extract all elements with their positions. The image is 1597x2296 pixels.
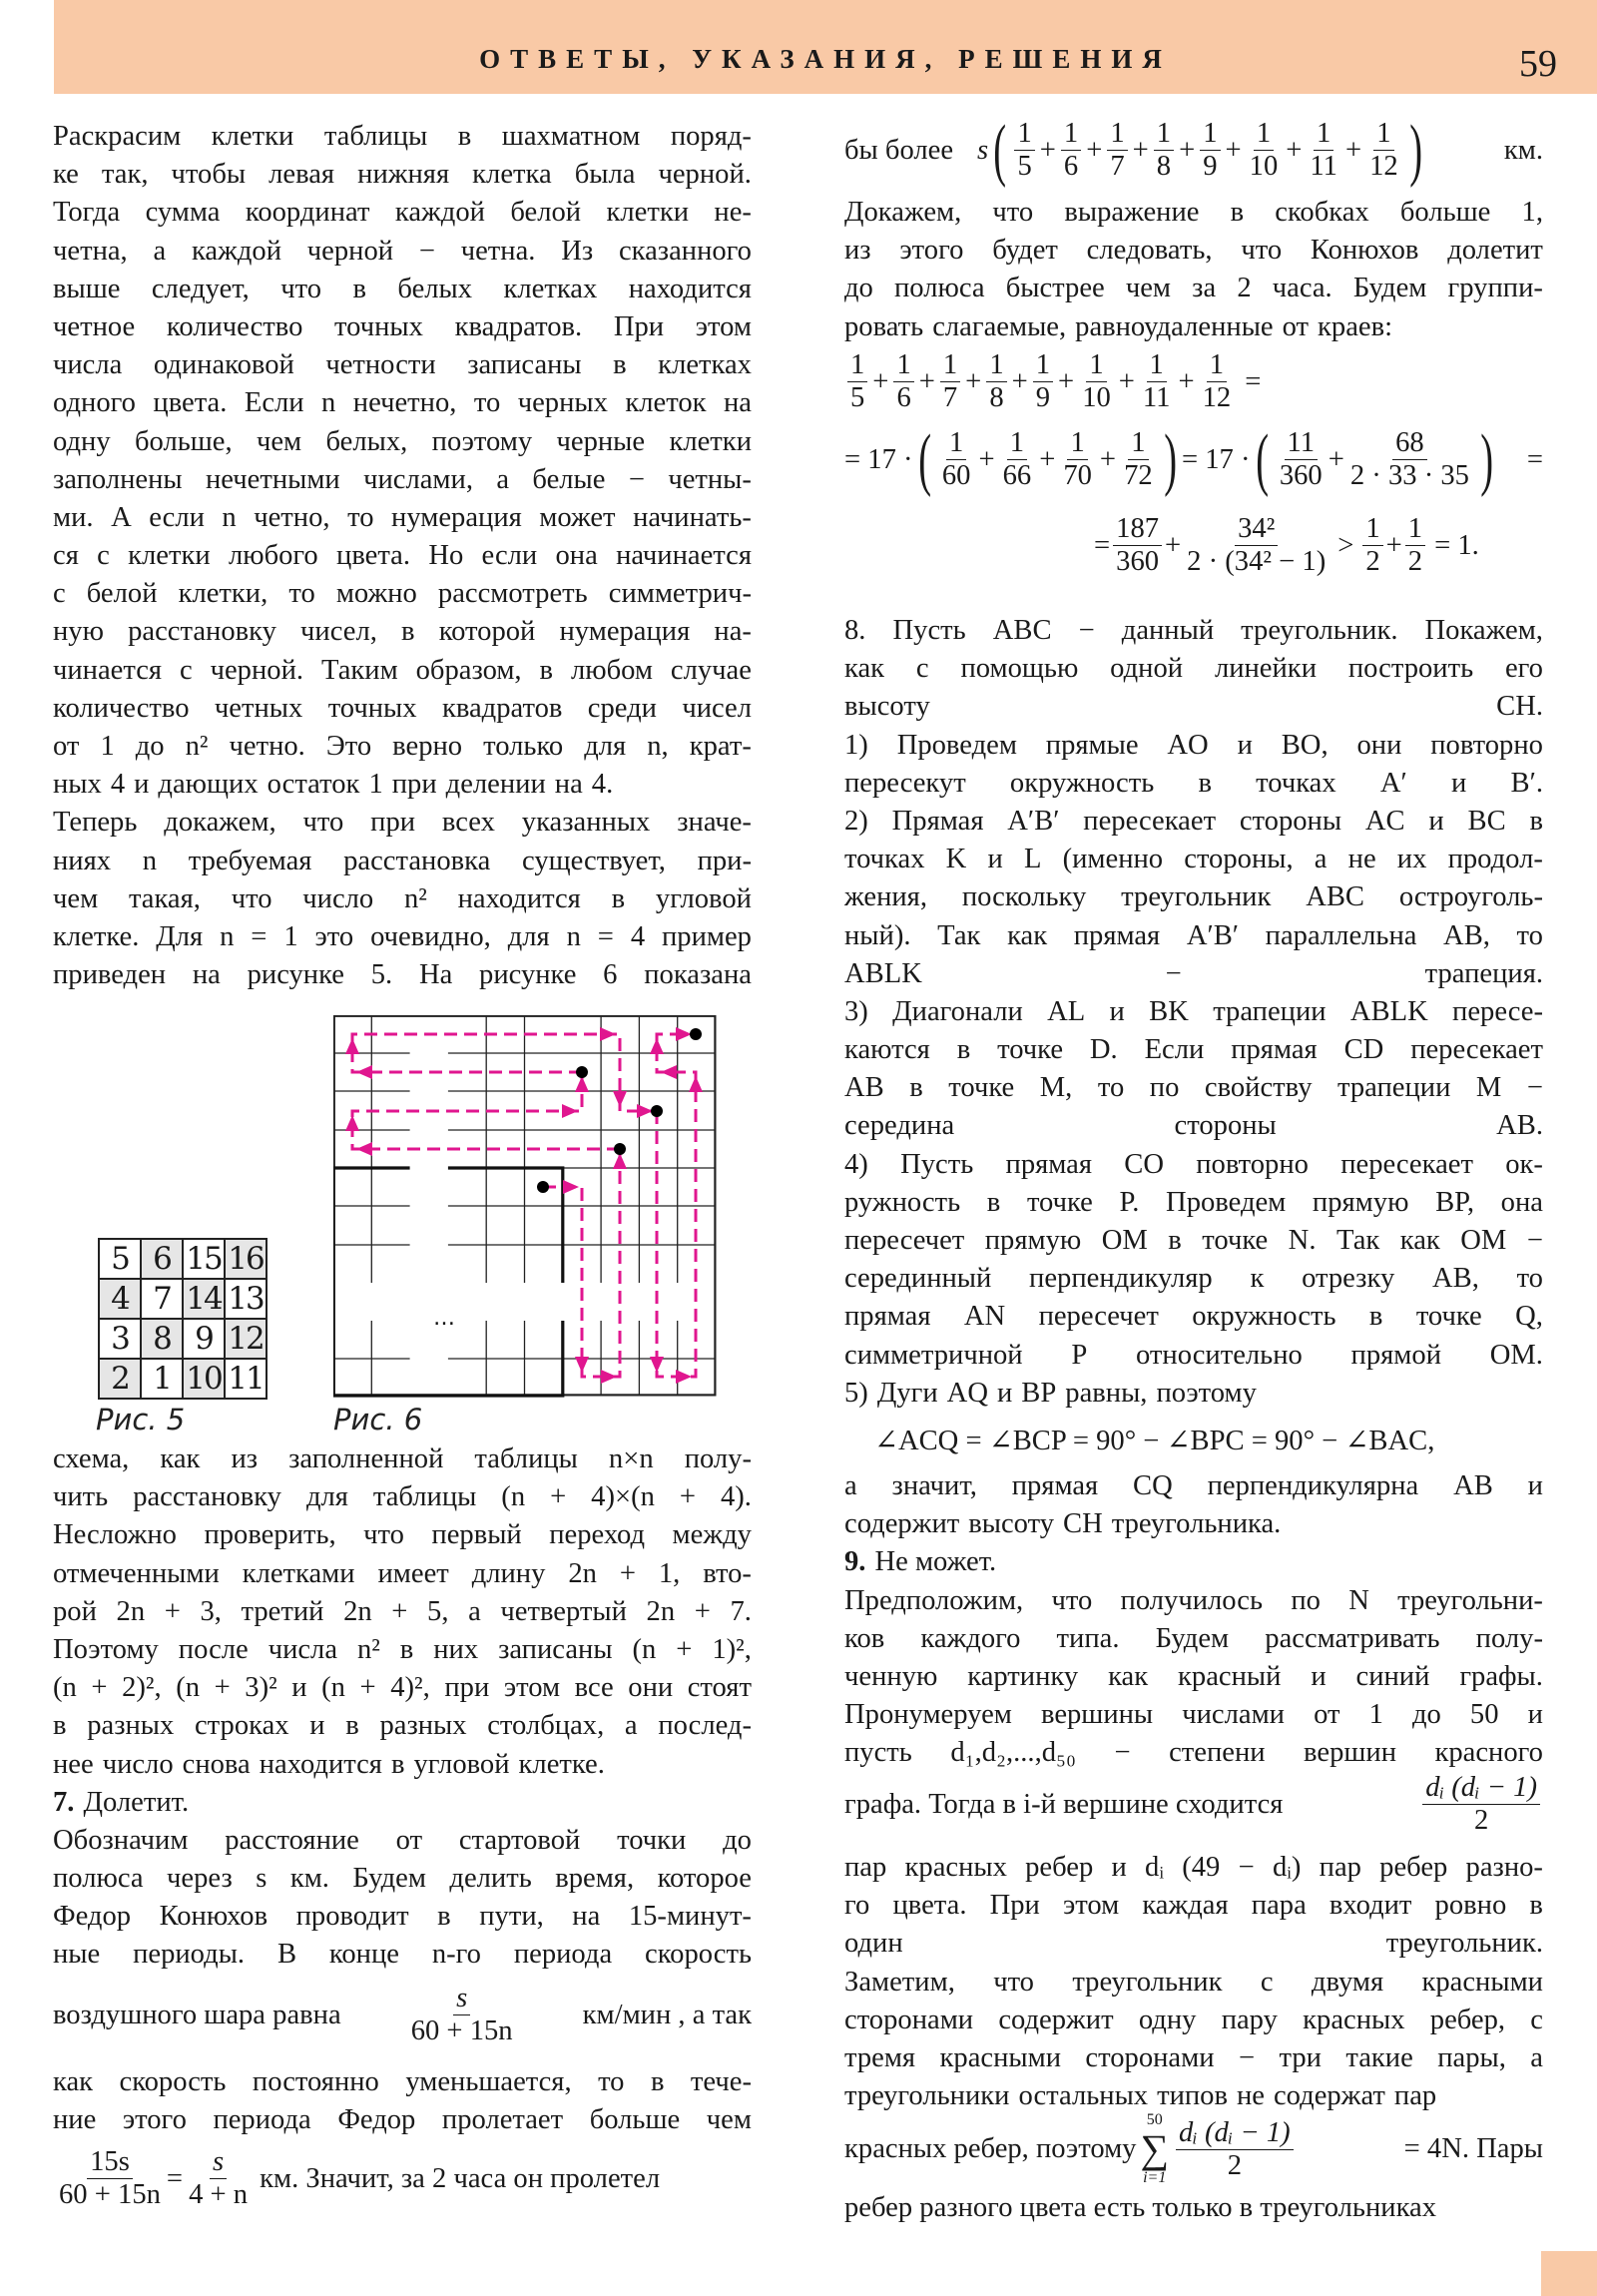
text-line: 8. Пусть ABC − данный треугольник. Покажем,	[844, 615, 1543, 646]
text-line: одного цвета. Если n нечетно, то черных клеток на	[53, 387, 752, 419]
text-line: пересекут окружность в точках A′ и B′.	[844, 767, 1543, 799]
text-line: четное количество точных квадратов. При этом	[53, 310, 752, 342]
eq-line-2: = 17 · ( $\frac{1}{60}$ + $\frac{1}{66}$ + $\frac{1}{70}$ + $\frac{1}{72}$ ) = 17 · ( $\frac{11}{360}$ + $\frac{68}{2 \cdot 33 \cdot 35}$ ) =	[844, 420, 1543, 498]
text-line: в разных строках и в разных столбцах, а послед-	[53, 1710, 752, 1742]
inner-block-border	[333, 1168, 563, 1396]
text-line: ный). Так как прямая A′B′ параллельна AB, то	[844, 919, 1543, 951]
text-line: 2) Прямая A′B′ пересекает стороны AC и BC в	[844, 805, 1543, 837]
problem-9-answer: Не может.	[874, 1546, 997, 1578]
text-line: как скорость постоянно уменьшается, то в тече-	[53, 2066, 752, 2097]
text-line: AB в точке M, то по свойству трапеции M −	[844, 1072, 1543, 1104]
distance-suffix: км. Значит, за 2 часа он пролетел	[260, 2162, 661, 2194]
page-number: 59	[1519, 43, 1557, 85]
text-line: приведен на рисунке 5. На рисунке 6 показана	[53, 959, 752, 991]
fraction: $\frac{1}{72}$	[1124, 427, 1153, 491]
text-line: один треугольник.	[844, 1928, 1543, 1960]
sum-expression-line: бы более s ( $\frac{1}{5}$ + $\frac{1}{6}$ + $\frac{1}{7}$ + $\frac{1}{8}$ + $\frac{1}{9}$ + $\frac{1}{10}$ + $\frac{1}{11}$ + $\frac{1}{12}$ ) км.	[844, 111, 1543, 189]
text-line: Предположим, что получилось по N треугольни-	[844, 1584, 1543, 1616]
text-line: жения, поскольку треугольник ABC остроуголь-	[844, 881, 1543, 913]
text-line: каются в точке D. Если прямая CD пересекает	[844, 1034, 1543, 1066]
fraction: $\frac{1}{7}$	[1107, 118, 1127, 183]
left-column-p7-cont	[53, 2063, 752, 2139]
text-line: ченную картинку как красный и синий графы.	[844, 1660, 1543, 1692]
figure-6-diagram	[333, 1015, 719, 1399]
speed-suffix: км/мин , а так	[582, 1999, 752, 2030]
harmonic-fractions: $\frac{1}{5}$ + $\frac{1}{6}$ + $\frac{1}{7}$ + $\frac{1}{8}$ + $\frac{1}{9}$ + $\frac{1}{10}$ + $\frac{1}{11}$ + $\frac{1}{12}$	[1011, 118, 1403, 183]
fraction: $\frac{1}{60}$	[941, 427, 971, 491]
text-line: 1) Проведем прямые AO и BO, они повторно	[844, 729, 1543, 761]
distance-formula-line: $\frac{15s}{60 + 15n}$ = $\frac{s}{4 + n}$ км. Значит, за 2 часа он пролетел	[53, 2146, 752, 2211]
text-line: ке так, чтобы левая нижняя клетка была черной.	[53, 159, 752, 191]
text-line: ние этого периода Федор пролетает больше чем	[53, 2104, 752, 2136]
text-line: серединный перпендикуляр к отрезку AB, то	[844, 1263, 1543, 1295]
text-line: количество четных точных квадратов среди чисел	[53, 692, 752, 724]
table-cell: 14	[183, 1279, 225, 1319]
speed-fraction: $\frac{s}{60 + 15n}$	[410, 1983, 513, 2046]
table-cell: 15	[183, 1239, 225, 1279]
text-line: содержит высоту CH треугольника.	[844, 1508, 1282, 1540]
text-line: пересечет прямую OM в точке N. Так как OM −	[844, 1225, 1543, 1256]
sum-degree-line: красных ребер, поэтому 50 ∑ i=1 $\frac{\text{dᵢ (dᵢ − 1)}}{2}$ = 4N. Пары	[844, 2111, 1543, 2186]
text-line: выше следует, что в белых клетках находится	[53, 273, 752, 304]
figure-5-table	[98, 1238, 267, 1400]
text-line: сторонами содержит одну пару красных ребер, с	[844, 2004, 1543, 2035]
text-line: пар красных ребер и dᵢ (49 − dᵢ) пар ребер разно-	[844, 1852, 1543, 1883]
fraction: $\frac{1}{10}$	[1249, 118, 1279, 182]
text-line: отмеченными клетками имеет длину 2n + 1, вто-	[53, 1557, 752, 1589]
paragraph-problem-7-cont	[53, 2063, 752, 2139]
text-line: Теперь докажем, что при всех указанных значе-	[53, 807, 752, 839]
fraction: $\frac{1}{6}$	[1061, 118, 1081, 183]
fraction: $\frac{1}{11}$	[1310, 118, 1337, 182]
fraction: $\frac{1}{12}$	[1202, 349, 1232, 413]
table-cell: 1	[141, 1359, 183, 1399]
text-line: 3) Диагонали AL и BK трапеции ABLK пересе-	[844, 995, 1543, 1027]
table-cell: 4	[99, 1279, 141, 1319]
text-line: нее число снова находится в угловой клетке.	[53, 1748, 605, 1780]
problem-7-heading	[53, 1784, 752, 1822]
pairs-formula-line: графа. Тогда в i-й вершине сходится $\frac{\text{dᵢ (dᵢ − 1)}}{2}$	[844, 1772, 1543, 1837]
text-line: а значит, прямая CQ перпендикулярна AB и	[844, 1470, 1543, 1501]
eq-line-1: $\frac{1}{5}$ + $\frac{1}{6}$ + $\frac{1}{7}$ + $\frac{1}{8}$ + $\frac{1}{9}$ + $\frac{1}{10}$ + $\frac{1}{11}$ + $\frac{1}{12}$ =	[844, 349, 1261, 414]
fraction: $\frac{1}{10}$	[1082, 349, 1111, 413]
angle-equation: ∠ACQ = ∠BCP = 90° − ∠BPC = 90° − ∠BAC,	[874, 1426, 1435, 1456]
table-cell: 13	[225, 1279, 266, 1319]
text-line: ся с клетки любого цвета. Но если она начинается	[53, 540, 752, 572]
sum-prefix: бы более	[844, 134, 954, 166]
right-column-problem-9	[844, 1467, 1543, 1773]
fraction-s-over-4-plus-n: $\frac{s}{4 + n}$	[189, 2146, 249, 2210]
text-line: Несложно проверить, что первый переход между	[53, 1519, 752, 1551]
text-line: высоту CH.	[844, 691, 1543, 723]
text-line: Заметим, что треугольник с двумя красными	[844, 1966, 1543, 1998]
text-line: заполнены нечетными числами, а белые − четны-	[53, 463, 752, 495]
text-line: одну больше, чем белых, поэтому черные клетки	[53, 425, 752, 457]
text-line: Поэтому после числа n² в них записаны (n + 1)²,	[53, 1633, 752, 1665]
problem-7-answer: Долетит.	[83, 1786, 190, 1818]
text-line: Федор Конюхов проводит в пути, на 15-минут-	[53, 1901, 752, 1933]
right-column-p9-cont	[844, 1849, 1543, 2115]
fraction: $\frac{1}{6}$	[893, 349, 913, 414]
text-line: как с помощью одной линейки построить его	[844, 653, 1543, 685]
speed-formula-line	[53, 1983, 752, 2047]
text-line: (n + 2)², (n + 3)² и (n + 4)², при этом все они стоят	[53, 1672, 752, 1704]
left-column	[53, 118, 752, 994]
fraction: $\frac{1}{5}$	[847, 349, 867, 414]
fraction: $\frac{1}{8}$	[986, 349, 1006, 414]
paragraph-scheme	[53, 1440, 752, 1784]
running-header	[54, 0, 1597, 94]
problem-9-number: 9.	[844, 1546, 866, 1578]
text-line: 5) Дуги AQ и BP равны, поэтому	[844, 1377, 1257, 1409]
text-line: Обозначим расстояние от стартовой точки до	[53, 1824, 752, 1856]
text-line: чем такая, что число n² находится в угловой	[53, 882, 752, 914]
text-line: чить расстановку для таблицы (n + 4)×(n + 4).	[53, 1481, 752, 1513]
figure-6-caption: Рис. 6	[333, 1403, 423, 1436]
text-line: ные периоды. В конце n-го периода скорость	[53, 1939, 752, 1971]
text-line: ружность в точке P. Проведем прямую BP, она	[844, 1186, 1543, 1218]
table-cell: 9	[183, 1319, 225, 1359]
table-cell: 16	[225, 1239, 266, 1279]
right-paragraph-grouping	[844, 194, 1543, 346]
text-line: Тогда сумма координат каждой белой клетки не-	[53, 197, 752, 229]
table-cell: 11	[225, 1359, 266, 1399]
sigma-sum: 50 ∑ i=1	[1140, 2111, 1169, 2186]
fraction: $\frac{1}{9}$	[1200, 118, 1220, 183]
ellipsis: …	[433, 1306, 455, 1331]
text-line: ABLK − трапеция.	[844, 957, 1543, 989]
fraction: $\frac{1}{7}$	[940, 349, 960, 414]
text-line: симметричной P относительно прямой OM.	[844, 1339, 1543, 1371]
text-line: го цвета. При этом каждая пара входит ровно в	[844, 1890, 1543, 1922]
fraction: $\frac{1}{8}$	[1154, 118, 1174, 183]
fraction: $\frac{1}{12}$	[1369, 118, 1398, 182]
text-line: клетке. Для n = 1 это очевидно, для n = 4 пример	[53, 920, 752, 952]
text-line: Докажем, что выражение в скобках больше 1,	[844, 197, 1543, 228]
fraction: $\frac{1}{66}$	[1002, 427, 1032, 491]
text-line: от 1 до n² четно. Это верно только для n, крат-	[53, 731, 752, 762]
text-line: пусть d₁,d₂,...,d₅₀ − степени вершин красного	[844, 1737, 1543, 1769]
paragraph-construction	[53, 804, 752, 994]
text-line: тремя красными сторонами − три такие пары, а	[844, 2041, 1543, 2073]
table-cell: 10	[183, 1359, 225, 1399]
text-line: из этого будет следовать, что Конюхов долетит	[844, 235, 1543, 267]
text-line: чинается с черной. Таким образом, в любом случае	[53, 654, 752, 686]
fraction: $\frac{1}{9}$	[1033, 349, 1053, 414]
problem-7-number: 7.	[53, 1786, 75, 1818]
right-column-problem-8	[844, 612, 1543, 1413]
table-cell: 7	[141, 1279, 183, 1319]
text-line: ную расстановку чисел, в которой нумерация на-	[53, 616, 752, 648]
text-line: с белой клетки, то можно рассмотреть симметрич-	[53, 578, 752, 610]
text-line: четна, а каждой черной − четна. Из сказанного	[53, 235, 752, 267]
text-line: ровать слагаемые, равноудаленные от краев:	[844, 310, 1393, 342]
text-line: ниях n требуемая расстановка существует, при-	[53, 845, 752, 876]
figure-5-caption: Рис. 5	[96, 1403, 186, 1436]
text-line: числа одинаковой четности записаны в клетках	[53, 349, 752, 381]
fraction: $\frac{1}{5}$	[1014, 118, 1034, 183]
page-corner-tab	[1541, 2251, 1597, 2296]
fraction: $\frac{1}{11}$	[1142, 349, 1171, 413]
fraction: $\frac{1}{70}$	[1063, 427, 1092, 491]
eq-line-3: = $\frac{187}{360}$ + $\frac{\text{34²}}{\text{2 · (34² − 1)}}$ > $\frac{1}{2}$ + $\frac{1}{2}$ = 1.	[1094, 513, 1479, 577]
text-line: полюса через s км. Будем делить время, которое	[53, 1863, 752, 1895]
table-cell: 5	[99, 1239, 141, 1279]
text-line: ков каждого типа. Будем рассматривать полу-	[844, 1622, 1543, 1654]
section-title: ОТВЕТЫ, УКАЗАНИЯ, РЕШЕНИЯ	[479, 44, 1172, 74]
text-line: ми. А если n четно, то нумерация может начинать-	[53, 501, 752, 533]
table-cell: 2	[99, 1359, 141, 1399]
text-line: середина стороны AB.	[844, 1110, 1543, 1142]
speed-prefix: воздушного шара равна	[53, 1999, 341, 2030]
last-line: ребер разного цвета есть только в треугольниках	[844, 2192, 1437, 2223]
text-line: точках K и L (именно стороны, а не их продол-	[844, 844, 1543, 875]
table-cell: 12	[225, 1319, 266, 1359]
text-line: ных 4 и дающих остаток 1 при делении на 4.	[53, 769, 614, 801]
table-cell: 6	[141, 1239, 183, 1279]
fraction-15s: $\frac{15s}{60 + 15n}$	[59, 2146, 161, 2210]
paragraph-chessboard	[53, 118, 752, 804]
sum-suffix: км.	[1503, 134, 1543, 166]
text-line: прямая AN пересечет окружность в точке Q,	[844, 1301, 1543, 1333]
paragraph-problem-7	[53, 1822, 752, 1975]
text-line: схема, как из заполненной таблицы n×n полу-	[53, 1443, 752, 1474]
problem-9-heading	[844, 1543, 1543, 1581]
left-column-lower	[53, 1440, 752, 1975]
text-line: Пронумеруем вершины числами от 1 до 50 и	[844, 1699, 1543, 1731]
text-line: до полюса быстрее чем за 2 часа. Будем группи-	[844, 273, 1543, 304]
text-line: 4) Пусть прямая CO повторно пересекает ок-	[844, 1148, 1543, 1180]
text-line: рой 2n + 3, третий 2n + 5, а четвертый 2n + 7.	[53, 1595, 752, 1627]
table-cell: 3	[99, 1319, 141, 1359]
text-line: Раскрасим клетки таблицы в шахматном поряд-	[53, 121, 752, 152]
table-cell: 8	[141, 1319, 183, 1359]
sum-var: s	[977, 134, 989, 166]
text-line: треугольники остальных типов не содержат пар	[844, 2080, 1437, 2112]
